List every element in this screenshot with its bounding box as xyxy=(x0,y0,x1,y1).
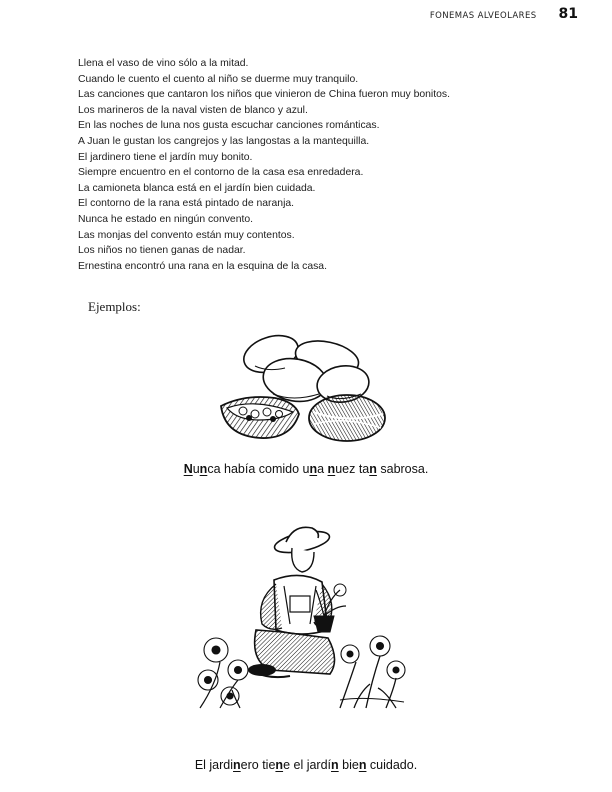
sentence: Las monjas del convento están muy contentos. xyxy=(78,229,295,241)
sentence: Ernestina encontró una rana en la esquina de la casa. xyxy=(78,260,327,272)
highlight-letter: n xyxy=(327,462,336,476)
highlight-letter: n xyxy=(331,758,339,772)
highlight-letter: n xyxy=(233,758,241,772)
caption-text: cuidado. xyxy=(366,758,418,772)
sentence: Nunca he estado en ningún convento. xyxy=(78,213,254,225)
caption-text: uez ta xyxy=(335,462,370,476)
flower xyxy=(341,636,405,679)
header-section-title: FONEMAS ALVEOLARES xyxy=(429,11,537,21)
page-number: 81 xyxy=(558,6,578,22)
gardener-illustration xyxy=(190,520,420,710)
sentence: La camioneta blanca está en el jardín bien cuidada. xyxy=(78,182,316,194)
sentence-list xyxy=(78,56,548,274)
gardener-head xyxy=(292,548,314,572)
sentence: El jardinero tiene el jardín muy bonito. xyxy=(78,151,253,163)
caption-text: sabrosa. xyxy=(376,462,429,476)
highlight-letter: n xyxy=(275,758,284,772)
sentence: Los marineros de la naval visten de blanco y azul. xyxy=(78,104,308,116)
caption-text: a xyxy=(317,462,328,476)
caption-text: u xyxy=(192,462,200,476)
highlight-letter: N xyxy=(183,462,193,476)
walnuts-illustration xyxy=(215,328,390,443)
sentence: A Juan le gustan los cangrejos y las langostas a la mantequilla. xyxy=(78,135,370,147)
examples-label: Ejemplos: xyxy=(88,299,141,314)
page-header xyxy=(430,6,578,22)
caption-text: El jardi xyxy=(194,758,234,772)
highlight-letter: n xyxy=(309,462,318,476)
sentence: El contorno de la rana está pintado de naranja. xyxy=(78,198,295,210)
example-sentence-2 xyxy=(0,758,612,772)
caption-text: ca había comido u xyxy=(207,462,310,476)
sentence: Cuando le cuento el cuento al niño se duerme muy tranquilo. xyxy=(78,73,359,85)
highlight-letter: n xyxy=(369,462,377,476)
example-sentence-1 xyxy=(0,462,612,476)
highlight-letter: n xyxy=(358,758,367,772)
sentence: Las canciones que cantaron los niños que vinieron de China fueron muy bonitos. xyxy=(78,89,450,101)
sentence: Los niños no tienen ganas de nadar. xyxy=(78,245,246,257)
sentence: Llena el vaso de vino sólo a la mitad. xyxy=(78,58,249,69)
sentence: Siempre encuentro en el contorno de la casa esa enredadera. xyxy=(78,167,364,179)
flower xyxy=(198,638,248,705)
caption-text: ero tie xyxy=(240,758,276,772)
highlight-letter: n xyxy=(199,462,208,476)
caption-text: bie xyxy=(338,758,359,772)
caption-text: e el jardí xyxy=(283,758,332,772)
sentence: En las noches de luna nos gusta escuchar canciones románticas. xyxy=(78,120,380,132)
